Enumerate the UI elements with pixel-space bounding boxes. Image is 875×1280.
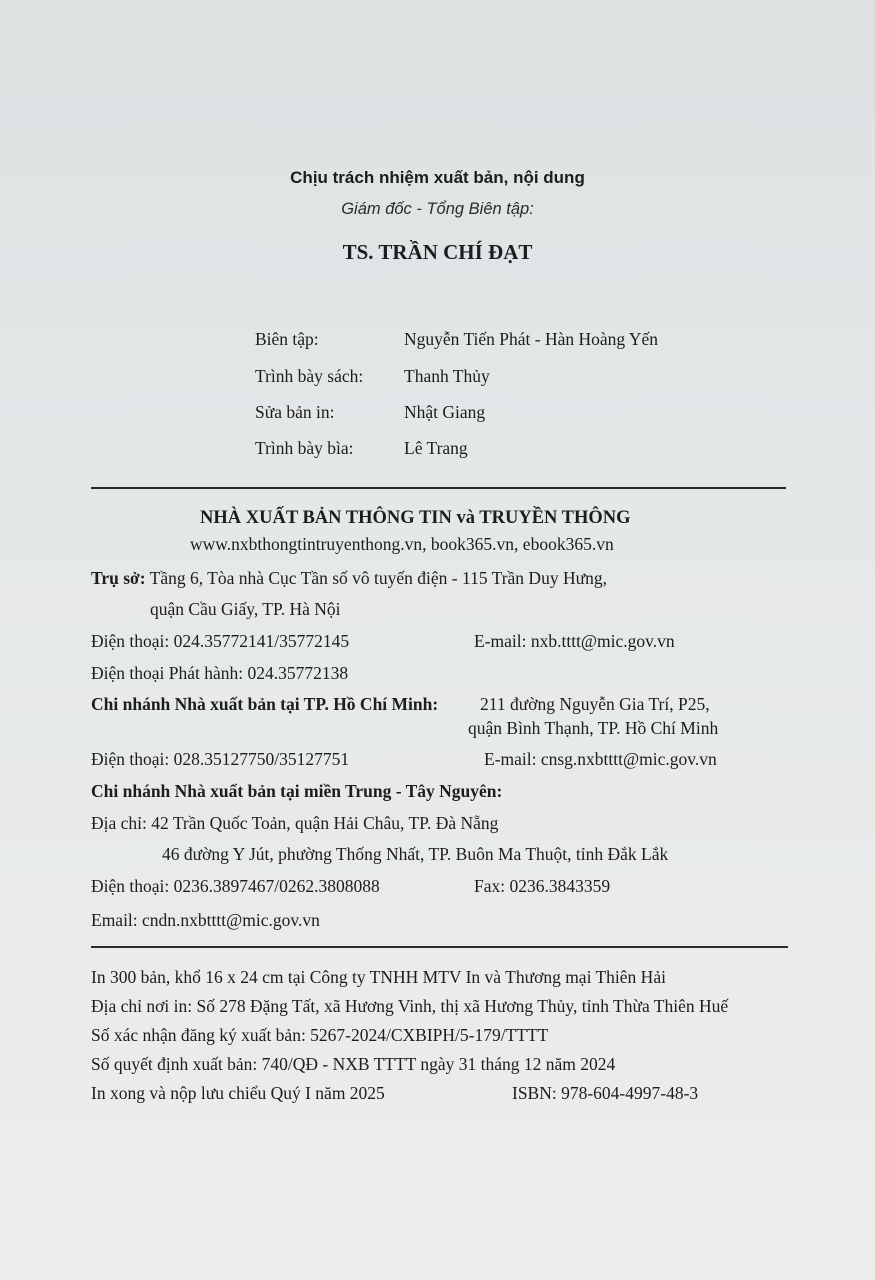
hcm-email: E-mail: cnsg.nxbtttt@mic.gov.vn	[484, 749, 717, 769]
credit-label: Trình bày bìa:	[255, 438, 354, 458]
divider	[91, 946, 788, 948]
central-email: Email: cndn.nxbtttt@mic.gov.vn	[91, 910, 320, 930]
hcm-phone: Điện thoại: 028.35127750/35127751	[91, 749, 350, 769]
hq-phone: Điện thoại: 024.35772141/35772145	[91, 631, 350, 651]
credit-value: Lê Trang	[404, 438, 468, 458]
deposit-info: In xong và nộp lưu chiểu Quý I năm 2025	[91, 1083, 385, 1103]
responsibility-role: Giám đốc - Tổng Biên tập:	[341, 200, 534, 218]
hq-label: Trụ sở:	[91, 568, 146, 588]
hcm-address-2: quận Bình Thạnh, TP. Hồ Chí Minh	[468, 718, 719, 738]
credit-label: Biên tập:	[255, 329, 319, 349]
hq-address-1: Tầng 6, Tòa nhà Cục Tần số vô tuyến điện - 115 Trần Duy Hưng,	[149, 568, 607, 588]
credit-label: Sửa bản in:	[255, 402, 335, 422]
responsibility-heading: Chịu trách nhiệm xuất bản, nội dung	[290, 168, 585, 187]
hcm-branch-label: Chi nhánh Nhà xuất bản tại TP. Hồ Chí Minh:	[91, 694, 439, 714]
hq-address-2: quận Cầu Giấy, TP. Hà Nội	[150, 599, 341, 619]
credit-value: Thanh Thủy	[404, 366, 490, 386]
hq-address-line	[91, 568, 607, 589]
publisher-name: NHÀ XUẤT BẢN THÔNG TIN và TRUYỀN THÔNG	[200, 508, 631, 528]
hcm-address-1: 211 đường Nguyễn Gia Trí, P25,	[480, 694, 710, 714]
central-phone: Điện thoại: 0236.3897467/0262.3808088	[91, 876, 380, 896]
hq-distribution-phone: Điện thoại Phát hành: 024.35772138	[91, 663, 349, 683]
decision-number: Số quyết định xuất bản: 740/QĐ - NXB TTTT ngày 31 tháng 12 năm 2024	[91, 1054, 616, 1074]
print-run: In 300 bản, khổ 16 x 24 cm tại Công ty TNHH MTV In và Thương mại Thiên Hải	[91, 967, 666, 987]
credit-value: Nhật Giang	[404, 402, 486, 422]
central-address-1: Địa chỉ: 42 Trần Quốc Toản, quận Hải Châu, TP. Đà Nẵng	[91, 813, 499, 833]
credit-label: Trình bày sách:	[255, 366, 364, 386]
central-branch-label: Chi nhánh Nhà xuất bản tại miền Trung - Tây Nguyên:	[91, 781, 503, 801]
credit-value: Nguyễn Tiến Phát - Hàn Hoàng Yến	[404, 329, 659, 349]
divider	[91, 487, 786, 489]
central-fax: Fax: 0236.3843359	[474, 876, 611, 896]
printer-address: Địa chỉ nơi in: Số 278 Đặng Tất, xã Hương Vinh, thị xã Hương Thủy, tỉnh Thừa Thiên Huế	[91, 996, 729, 1016]
hq-email: E-mail: nxb.tttt@mic.gov.vn	[474, 631, 675, 651]
central-address-2: 46 đường Y Jút, phường Thống Nhất, TP. Buôn Ma Thuột, tỉnh Đắk Lắk	[162, 844, 669, 864]
director-name: TS. TRẦN CHÍ ĐẠT	[342, 240, 533, 264]
isbn: ISBN: 978-604-4997-48-3	[512, 1083, 699, 1103]
registration-number: Số xác nhận đăng ký xuất bản: 5267-2024/CXBIPH/5-179/TTTT	[91, 1025, 549, 1045]
publisher-websites: www.nxbthongtintruyenthong.vn, book365.vn, ebook365.vn	[190, 534, 614, 554]
